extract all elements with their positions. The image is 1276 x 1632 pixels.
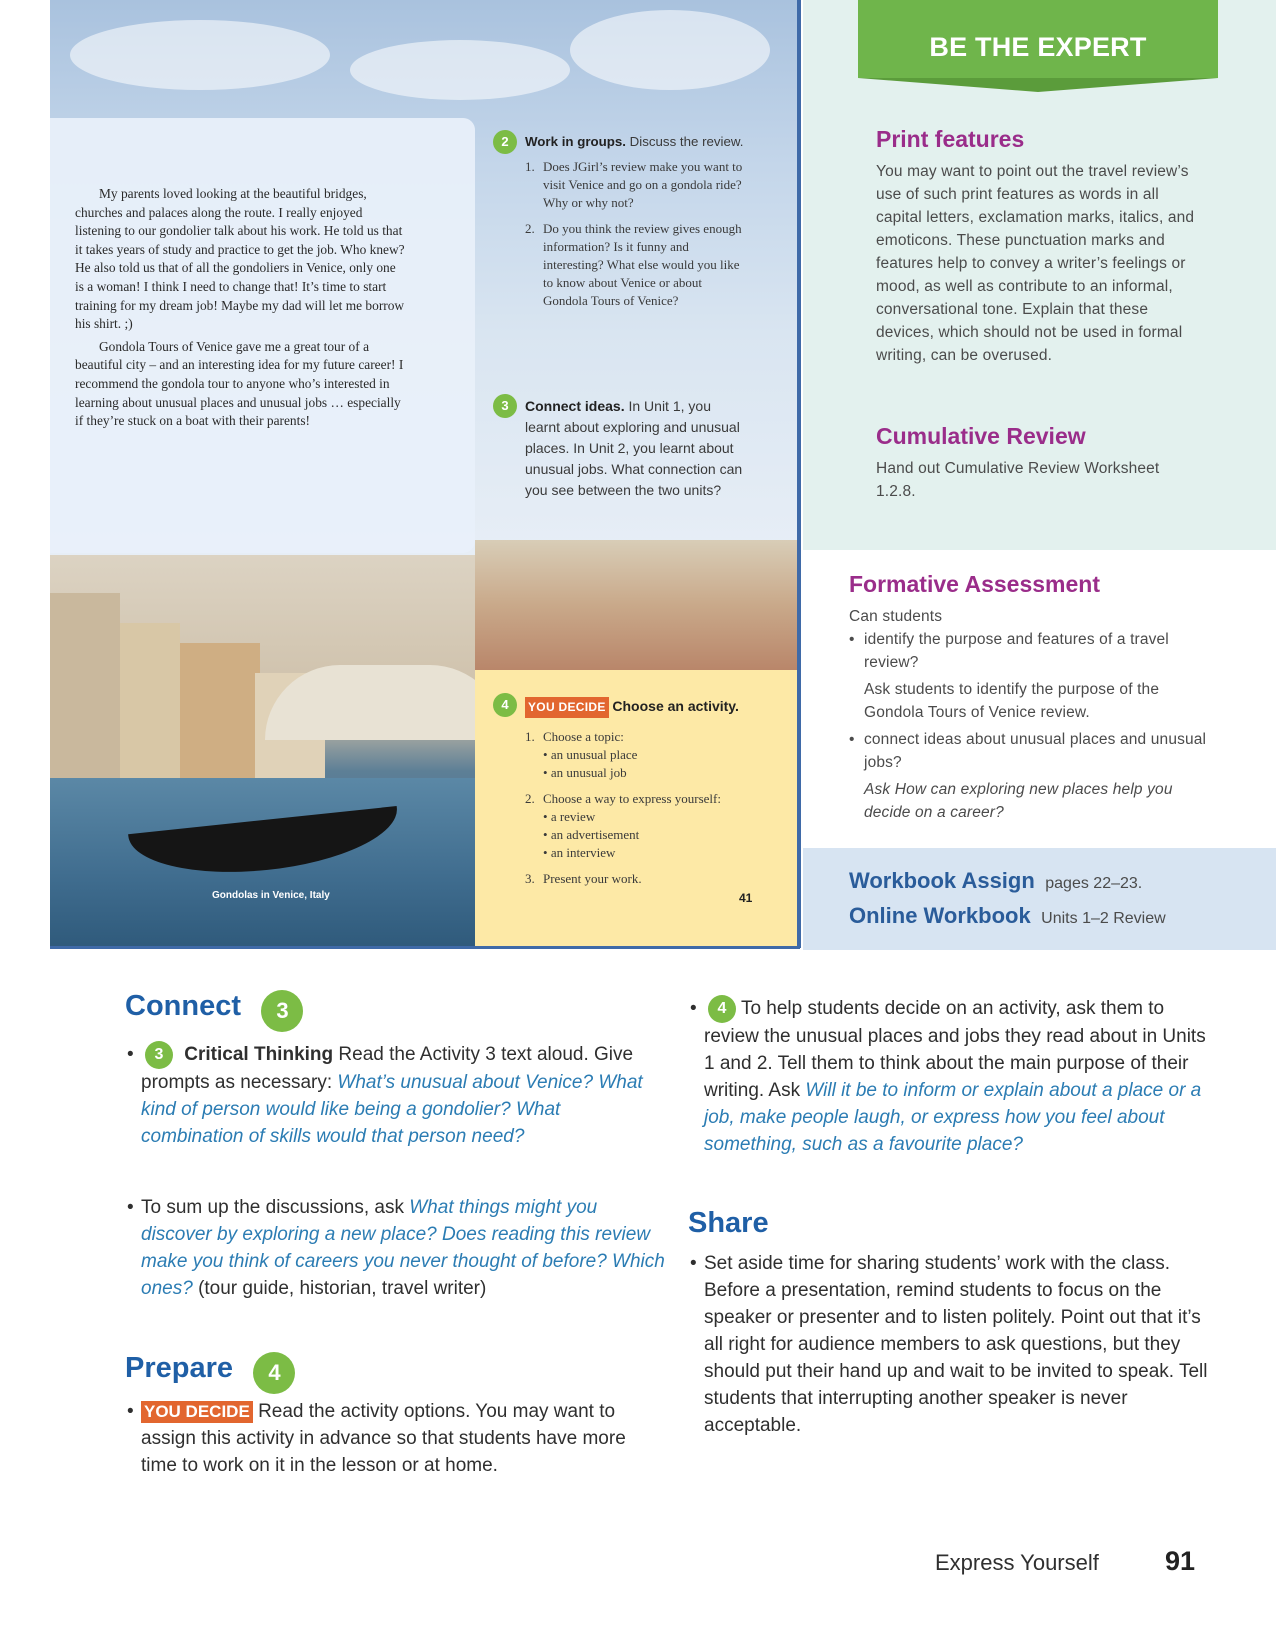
connect-bullet-2: • To sum up the discussions, ask What things might you discover by exploring a new place? Does reading this review make you think of careers you never thought of before? Which ones? (tour guide, historian, travel writer) [127,1197,665,1299]
workbook-strip [803,848,1276,950]
workbook-assign [849,868,1142,894]
prepare-heading-row [125,1352,295,1394]
activity-2 [493,133,748,318]
sub-item: • an advertisement [543,826,640,842]
list-item: 2. Do you think the review gives enough information? Is it funny and interesting? What else would you like to know about Venice or about Gondola Tours of Venice? [525,220,742,308]
formative-assessment [849,605,1209,824]
connect-bullet-1: • 3 Critical Thinking Read the Activity 3 text aloud. Give prompts as necessary: What’s unusual about Venice? What kind of person would like being a gondolier? What combination of skills would that person need? [127,1041,666,1150]
review-text [75,185,405,431]
activity-instruction: In Unit 1, you learnt about exploring and unusual places. In Unit 2, you learnt about unusual jobs. What connection can you see between the two units? [525,398,743,498]
note-prompt: What’s unusual about Venice? What kind of person would like being a gondolier? What combination of skills would that person need? [141,1072,643,1147]
note-prompt: What things might you discover by exploring a new place? Does reading this review make you think of careers you never thought of before? Which ones? [141,1197,665,1299]
cumulative-review-heading: Cumulative Review [876,423,1086,449]
review-paragraph: My parents loved looking at the beautiful bridges, churches and palaces along the route. I really enjoyed listening to our gondolier talk about his work. He told us that it takes years of study and practice to get the job. Who knew? He also told us that of all the gondoliers in Venice, only one is a woman! I think I need to change that! It’s time to start training for my dream job! Maybe my dad will let me borrow his shirt. ;) [75,186,405,332]
list-item: • identify the purpose and features of a travel review? [849,631,1169,671]
building [120,623,180,793]
activity-steps [493,728,758,888]
activity-heading: Choose an activity. [612,698,739,714]
cloud [570,10,770,90]
formative-followup: Ask How can exploring new places help you decide on a career? [864,781,1173,821]
activity-number: 3 [493,394,517,418]
activity-heading: Work in groups. [525,134,626,149]
list-item: 2. Choose a way to express yourself: • a review • an advertisement • an interview [525,790,758,862]
formative-followup: Ask students to identify the purpose of the Gondola Tours of Venice review. [864,681,1160,721]
share-heading: Share [688,1207,769,1239]
activity-number: 2 [493,130,517,154]
note-text: Set aside time for sharing students’ work with the class. Before a presentation, remind students to focus on the speaker or presenter and to listen politely. Point out that it’s all right for audience members to ask questions, but they should put their hand up and wait to be invited to speak. Tell students that interrupting another speaker is never acceptable. [704,1253,1208,1436]
workbook-pages: pages 22–23. [1045,875,1143,892]
sub-item: • an interview [543,844,616,860]
online-workbook [849,903,1166,929]
photo-caption: Gondolas in Venice, Italy [212,890,330,901]
activity-heading: Connect ideas. [525,398,625,414]
print-features-heading: Print features [876,126,1025,152]
building [50,593,120,793]
be-the-expert-banner [858,0,1218,78]
sub-item: • a review [543,808,596,824]
footer-unit-title: Express Yourself [935,1550,1099,1575]
cloud [350,40,570,100]
cumulative-review-text: Hand out Cumulative Review Worksheet 1.2.8. [876,460,1160,500]
share-bullet: • Set aside time for sharing students’ work with the class. Before a presentation, remind students to focus on the speaker or presenter and to listen politely. Point out that it’s all right for audience members to ask questions, but they should put their hand up and wait to be invited to speak. Tell students that interrupting another speaker is never acceptable. [690,1253,1208,1436]
formative-intro: Can students [849,608,943,625]
note-text: Read the activity options. You may want to assign this activity in advance so that students have more time to work on it in the lesson or at home. [141,1401,626,1476]
note-text: To help students decide on an activity, ask them to review the unusual places and jobs they read about in Units 1 and 2. Tell them to think about the main purpose of their writing. Ask [704,998,1206,1101]
note-text: To sum up the discussions, ask [141,1197,404,1218]
workbook-label: Workbook Assign [849,868,1035,893]
critical-thinking-label: Critical Thinking [184,1044,334,1066]
student-page-number: 41 [739,891,753,905]
prepare-heading: Prepare [125,1352,234,1385]
activity-number: 4 [493,693,517,717]
print-features-text: You may want to point out the travel review’s use of such print features as words in all capital letters, exclamation marks, italics, and emoticons. These punctuation marks and features help to convey a writer’s feelings or mood, as well as contribute to an informal, conversational tone. Explain that these devices, which should not be used in formal writing, can be overused. [876,163,1195,364]
venice-buildings [475,540,800,670]
activity-instruction: Discuss the review. [629,134,744,149]
review-paragraph: Gondola Tours of Venice gave me a great tour of a beautiful city – and an interesting idea for my future career! I recommend the gondola tour to anyone who’s interested in learning about unusual places and unusual jobs … especially if they’re stuck on a boat with their parents! [75,338,404,429]
activity-4 [493,697,758,896]
you-decide-badge: YOU DECIDE [141,1401,253,1423]
banner-title: BE THE EXPERT [929,32,1147,62]
connect-number: 3 [261,990,303,1032]
sub-item: • an unusual place [543,746,638,762]
note-prompt: Will it be to inform or explain about a place or a job, make people laugh, or express how you feel about something, such as a favourite place? [704,1080,1202,1155]
activity-4-note: • 4 To help students decide on an activity, ask them to review the unusual places and jobs they read about in Units 1 and 2. Tell them to think about the main purpose of their writing. Ask Will it be to inform or explain about a place or a job, make people laugh, or express how you feel about something, such as a favourite place? [690,995,1214,1158]
cloud [70,20,330,90]
footer-page-number: 91 [1165,1546,1196,1576]
list-item: 1. Does JGirl’s review make you want to visit Venice and go on a gondola ride? Why or why not? [525,158,743,210]
list-item: 3. Present your work. [525,870,642,886]
formative-assessment-heading: Formative Assessment [849,571,1100,597]
note-answers: (tour guide, historian, travel writer) [198,1278,487,1299]
prepare-number: 4 [253,1352,295,1394]
page-border [797,0,801,948]
list-item: • connect ideas about unusual places and unusual jobs? [849,731,1207,771]
connect-heading: Connect [125,990,241,1023]
building [180,643,260,793]
activity-number-badge: 3 [145,1041,173,1069]
page-border [50,946,800,949]
banner-tip [858,78,1218,92]
activity-3 [493,396,748,501]
activity-number-badge: 4 [708,995,736,1023]
question-list [493,158,748,310]
online-workbook-units: Units 1–2 Review [1041,910,1166,927]
connect-heading-row [125,990,303,1032]
you-decide-badge: YOU DECIDE [525,697,609,718]
note-text: Read the Activity 3 text aloud. Give prompts as necessary: [141,1044,634,1093]
sub-item: • an unusual job [543,764,627,780]
online-workbook-label: Online Workbook [849,903,1031,928]
list-item: 1. Choose a topic: • an unusual place • an unusual job [525,728,758,782]
prepare-bullet: • YOU DECIDE Read the activity options. You may want to assign this activity in advance so that students have more time to work on it in the lesson or at home. [127,1401,626,1476]
